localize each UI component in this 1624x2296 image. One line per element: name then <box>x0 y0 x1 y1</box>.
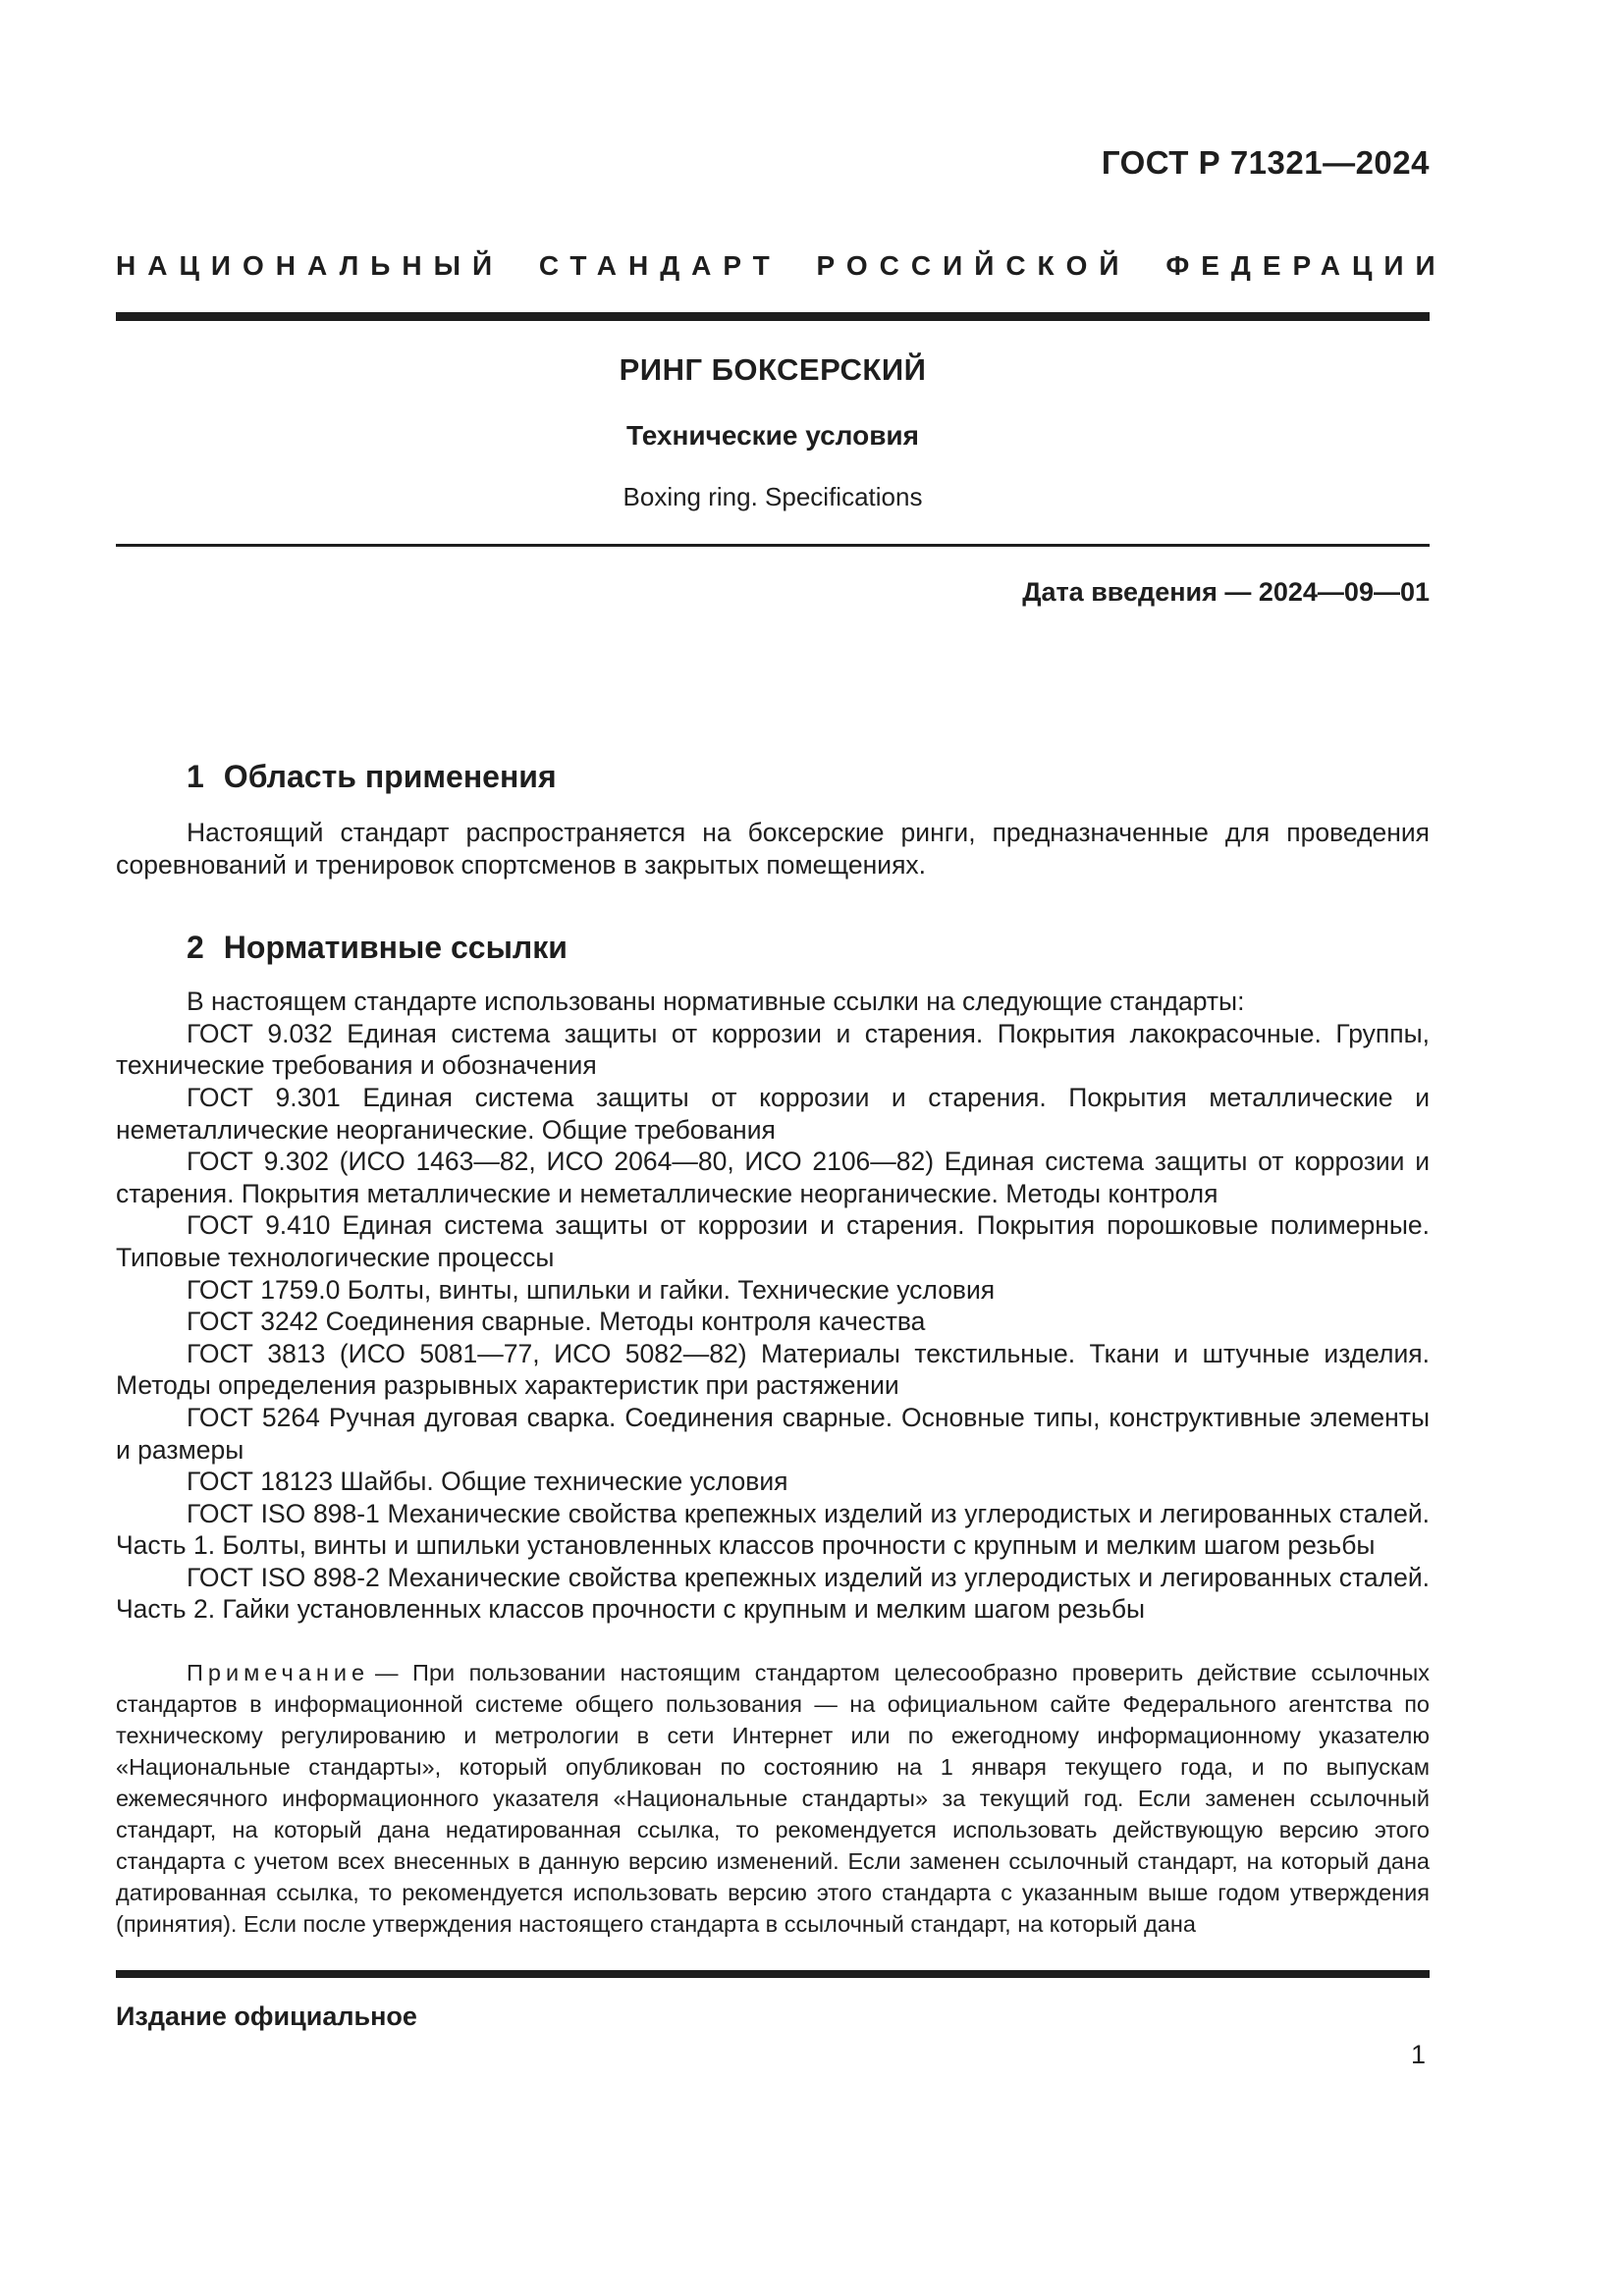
footer-thick-rule <box>116 1970 1430 1978</box>
title-thin-rule <box>116 544 1430 547</box>
reference-item: ГОСТ 9.302 (ИСО 1463—82, ИСО 2064—80, ИСО 2106—82) Единая система защиты от коррозии и старения. Покрытия металлические и неметаллические неорганические. Методы контроля <box>116 1147 1430 1208</box>
reference-item: ГОСТ 3242 Соединения сварные. Методы контроля качества <box>187 1307 926 1337</box>
section-1-title: Область применения <box>223 759 557 794</box>
note-label: Примечание <box>187 1660 370 1686</box>
reference-item: ГОСТ 9.032 Единая система защиты от коррозии и старения. Покрытия лакокрасочные. Группы, технические требования и обозначения <box>116 1018 1430 1081</box>
effective-date: Дата введения — 2024—09—01 <box>1022 577 1430 607</box>
note-paragraph <box>116 1657 1430 1940</box>
national-standard-banner: НАЦИОНАЛЬНЫЙ СТАНДАРТ РОССИЙСКОЙ ФЕДЕРАЦИИ <box>116 250 1447 281</box>
reference-item: ГОСТ 1759.0 Болты, винты, шпильки и гайки. Технические условия <box>187 1274 996 1305</box>
header-thick-rule <box>116 312 1430 321</box>
document-title: РИНГ БОКСЕРСКИЙ <box>619 352 927 387</box>
page-content <box>116 0 1447 2070</box>
reference-item: ГОСТ 9.410 Единая система защиты от коррозии и старения. Покрытия порошковые полимерные. Типовые технологические процессы <box>116 1210 1430 1272</box>
reference-item: ГОСТ ISO 898-2 Механические свойства крепежных изделий из углеродистых и легированных сталей. Часть 2. Гайки установленных классов прочности с крупным и мелким шагом резьбы <box>116 1562 1430 1625</box>
section-1-heading <box>116 760 1430 793</box>
official-edition-label: Издание официальное <box>116 2002 417 2032</box>
document-subtitle: Технические условия <box>626 420 919 451</box>
section-2-heading <box>116 931 1430 964</box>
normative-references-list <box>116 986 1430 1626</box>
reference-item: ГОСТ 9.301 Единая система защиты от коррозии и старения. Покрытия металлические и неметаллические неорганические. Общие требования <box>116 1082 1430 1145</box>
section-2-number: 2 <box>187 930 204 966</box>
note-text: — При пользовании настоящим стандартом целесообразно проверить действие ссылочных стандартов в информационной системе общего пользования — на официальном сайте Федерального агентства по техническому регулированию и метрологии в сети Интернет или по ежегодному информационному указателю «Национальные стандарты», который опубликован по состоянию на 1 января текущего года, и по выпускам ежемесячного информационного указателя «Национальные стандарты» за текущий год. Если заменен ссылочный стандарт, на который дана недатированная ссылка, то рекомендуется использовать действующую версию этого стандарта с учетом всех внесенных в данную версию изменений. Если заменен ссылочный стандарт, на который дана датированная ссылка, то рекомендуется использовать версию этого стандарта с указанным выше годом утверждения (принятия). Если после утверждения настоящего стандарта в ссылочный стандарт, на который дана <box>116 1660 1430 1938</box>
reference-item: ГОСТ 3813 (ИСО 5081—77, ИСО 5082—82) Материалы текстильные. Ткани и штучные изделия. Методы определения разрывных характеристик при растяжении <box>116 1338 1430 1401</box>
document-title-english: Boxing ring. Specifications <box>623 482 923 511</box>
scope-paragraph: Настоящий стандарт распространяется на боксерские ринги, предназначенные для проведения соревнований и тренировок спортсменов в закрытых помещениях. <box>116 818 1430 880</box>
reference-item: ГОСТ 18123 Шайбы. Общие технические условия <box>187 1467 788 1497</box>
section-2-title: Нормативные ссылки <box>223 930 568 966</box>
page-number: 1 <box>1410 2040 1426 2070</box>
reference-item: ГОСТ 5264 Ручная дуговая сварка. Соединения сварные. Основные типы, конструктивные элементы и размеры <box>116 1402 1430 1465</box>
reference-item: ГОСТ ISO 898-1 Механические свойства крепежных изделий из углеродистых и легированных сталей. Часть 1. Болты, винты и шпильки установленных классов прочности с крупным и мелким шагом резьбы <box>116 1498 1430 1561</box>
references-intro: В настоящем стандарте использованы нормативные ссылки на следующие стандарты: <box>187 987 1245 1017</box>
section-1-number: 1 <box>187 759 204 794</box>
standard-code: ГОСТ Р 71321—2024 <box>1101 144 1430 181</box>
